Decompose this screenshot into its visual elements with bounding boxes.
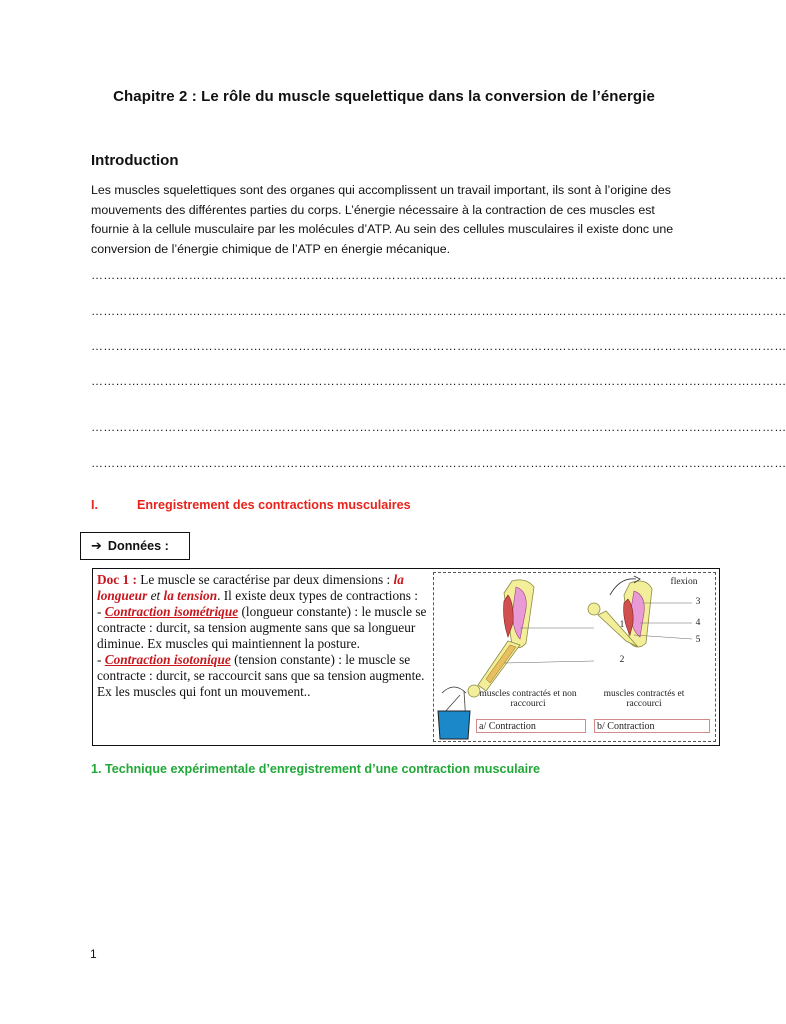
figure-number-2: 2: [619, 655, 625, 665]
arm-illustration: [434, 573, 715, 741]
isotonic-description: (tension constante) : le muscle se contracte : durcit, se raccourcit sans que sa tension augmente. Ex les muscles qui font un mouvement..: [97, 652, 425, 699]
doc-intro: Le muscle se caractérise par deux dimensions :: [136, 572, 394, 587]
section-number: I.: [91, 498, 98, 512]
figure-number-1: 1: [619, 620, 625, 630]
doc-1-text: Doc 1 : Le muscle se caractérise par deux dimensions : la longueur et la tension. Il existe deux types de contractions : - Contraction isométrique (longueur constante) : le muscle se contracte : durcit, sa tension augmente sans que sa longueur diminue. Ex muscles qui maintiennent la posture. - Contraction isotonique (tension constante) : le muscle se contracte : durcit, se raccourcit sans que sa tension augmente. Ex les muscles qui font un mouvement..: [97, 572, 427, 699]
term-isotonic: Contraction isotonique: [104, 652, 231, 667]
dotted-line[interactable]: ………………………………………………………………………………………………………………………………………………………: [91, 374, 786, 388]
introduction-heading: Introduction: [91, 152, 179, 169]
arrow-right-icon: ➔: [91, 538, 102, 553]
page-title: Chapitre 2 : Le rôle du muscle squelettique dans la conversion de l’énergie: [113, 88, 655, 105]
page-number: 1: [90, 947, 97, 961]
figure-number-5: 5: [695, 635, 701, 645]
isometric-description: (longueur constante) : le muscle se contracte : durcit, sa tension augmente sans que sa longueur diminue. Ex muscles qui maintiennent la posture.: [97, 604, 427, 651]
term-longueur: la longueur: [97, 572, 404, 603]
contraction-box-b: b/ Contraction: [594, 719, 710, 733]
donnees-label: Données :: [107, 539, 169, 553]
doc-label: Doc 1 :: [97, 572, 137, 587]
subsection-1-heading: 1. Technique expérimentale d’enregistrement d’une contraction musculaire: [91, 762, 541, 776]
caption-left: muscles contractés et non raccourci: [479, 689, 577, 709]
doc-intro-2: . Il existe deux types de contractions :: [217, 588, 418, 603]
section-1-heading: [91, 498, 411, 512]
term-tension: la tension: [163, 588, 218, 603]
flexion-label: flexion: [670, 577, 698, 587]
dotted-line[interactable]: ………………………………………………………………………………………………………………………………………………………: [91, 268, 786, 282]
dotted-line[interactable]: ………………………………………………………………………………………………………………………………………………………: [91, 339, 786, 353]
contraction-box-a: a/ Contraction: [476, 719, 586, 733]
doc-1-frame: [92, 568, 720, 746]
term-isometric: Contraction isométrique: [104, 604, 239, 619]
introduction-paragraph: Les muscles squelettiques sont des organes qui accomplissent un travail important, ils sont à l’origine des mouvements des différentes parties du corps. L’énergie nécessaire à la contraction de ces muscles est fournie à la cellule musculaire par les molécules d’ATP. Au sein des cellules musculaires il existe donc une conversion de l’énergie chimique de l’ATP en énergie mécanique.: [91, 183, 674, 256]
conjunction: et: [147, 588, 164, 603]
figure-number-4: 4: [695, 618, 701, 628]
figure-number-3: 3: [695, 597, 701, 607]
dotted-line[interactable]: ………………………………………………………………………………………………………………………………………………………: [91, 304, 786, 318]
caption-right: muscles contractés et raccourci: [603, 689, 685, 709]
arm-muscle-figure: [433, 572, 716, 742]
donnees-box: [80, 532, 190, 560]
dotted-line[interactable]: ………………………………………………………………………………………………………………………………………………………: [91, 420, 786, 434]
dotted-line[interactable]: ………………………………………………………………………………………………………………………………………………………: [91, 456, 786, 470]
section-title: Enregistrement des contractions musculaires: [137, 498, 411, 512]
